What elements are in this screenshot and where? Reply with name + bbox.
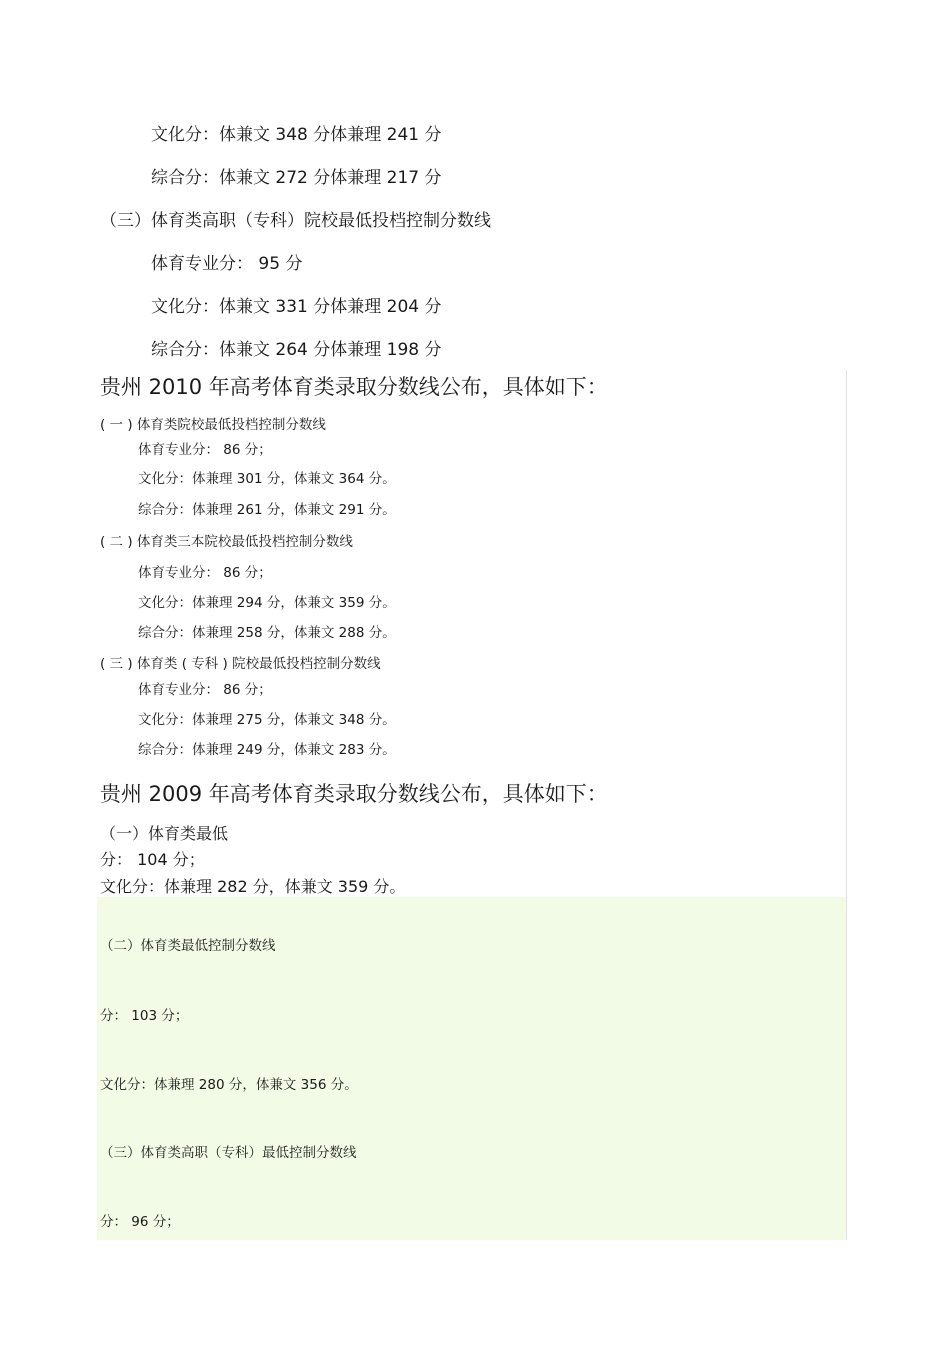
sport-score-line: 分： 103 分； bbox=[100, 1008, 189, 1024]
combined-score-line: 综合分：体兼理 261 分，体兼文 291 分。 bbox=[138, 502, 396, 518]
subsection-heading: （二）体育类最低控制分数线 bbox=[100, 938, 276, 954]
subsection-heading: （三）体育类高职（专科）院校最低投档控制分数线 bbox=[100, 211, 491, 231]
combined-score-line: 综合分：体兼理 249 分，体兼文 283 分。 bbox=[138, 742, 396, 758]
page-divider bbox=[846, 370, 847, 1240]
culture-score-line: 文化分：体兼文 331 分体兼理 204 分 bbox=[151, 297, 442, 317]
sport-score-line: 分： 96 分； bbox=[100, 1214, 180, 1230]
sport-score-line: 体育专业分： 86 分； bbox=[138, 682, 272, 698]
culture-score-line: 文化分：体兼理 280 分，体兼文 356 分。 bbox=[100, 1077, 358, 1093]
sport-score-line: 体育专业分： 95 分 bbox=[151, 254, 303, 274]
sport-score-line: 分： 104 分； bbox=[100, 850, 205, 869]
subsection-heading: （一）体育类最低 bbox=[100, 824, 229, 843]
sport-score-line: 体育专业分： 86 分； bbox=[138, 565, 272, 581]
culture-score-line: 文化分：体兼理 275 分，体兼文 348 分。 bbox=[138, 712, 396, 728]
culture-score-line: 文化分：体兼理 282 分，体兼文 359 分。 bbox=[100, 877, 406, 896]
subsection-heading: ( 一 ) 体育类院校最低投档控制分数线 bbox=[100, 417, 326, 433]
culture-score-line: 文化分：体兼文 348 分体兼理 241 分 bbox=[151, 125, 442, 145]
section-title-2010: 贵州 2010 年高考体育类录取分数线公布，具体如下： bbox=[100, 375, 608, 399]
section-title-2009: 贵州 2009 年高考体育类录取分数线公布，具体如下： bbox=[100, 782, 608, 806]
sport-score-line: 体育专业分： 86 分； bbox=[138, 442, 272, 458]
subsection-heading: ( 三 ) 体育类 ( 专科 ) 院校最低投档控制分数线 bbox=[100, 656, 381, 672]
culture-score-line: 文化分：体兼理 294 分，体兼文 359 分。 bbox=[138, 595, 396, 611]
subsection-heading: （三）体育类高职（专科）最低控制分数线 bbox=[100, 1145, 357, 1161]
combined-score-line: 综合分：体兼文 272 分体兼理 217 分 bbox=[151, 168, 442, 188]
combined-score-line: 综合分：体兼理 258 分，体兼文 288 分。 bbox=[138, 625, 396, 641]
subsection-heading: ( 二 ) 体育类三本院校最低投档控制分数线 bbox=[100, 534, 353, 550]
culture-score-line: 文化分：体兼理 301 分，体兼文 364 分。 bbox=[138, 471, 396, 487]
combined-score-line: 综合分：体兼文 264 分体兼理 198 分 bbox=[151, 340, 442, 360]
